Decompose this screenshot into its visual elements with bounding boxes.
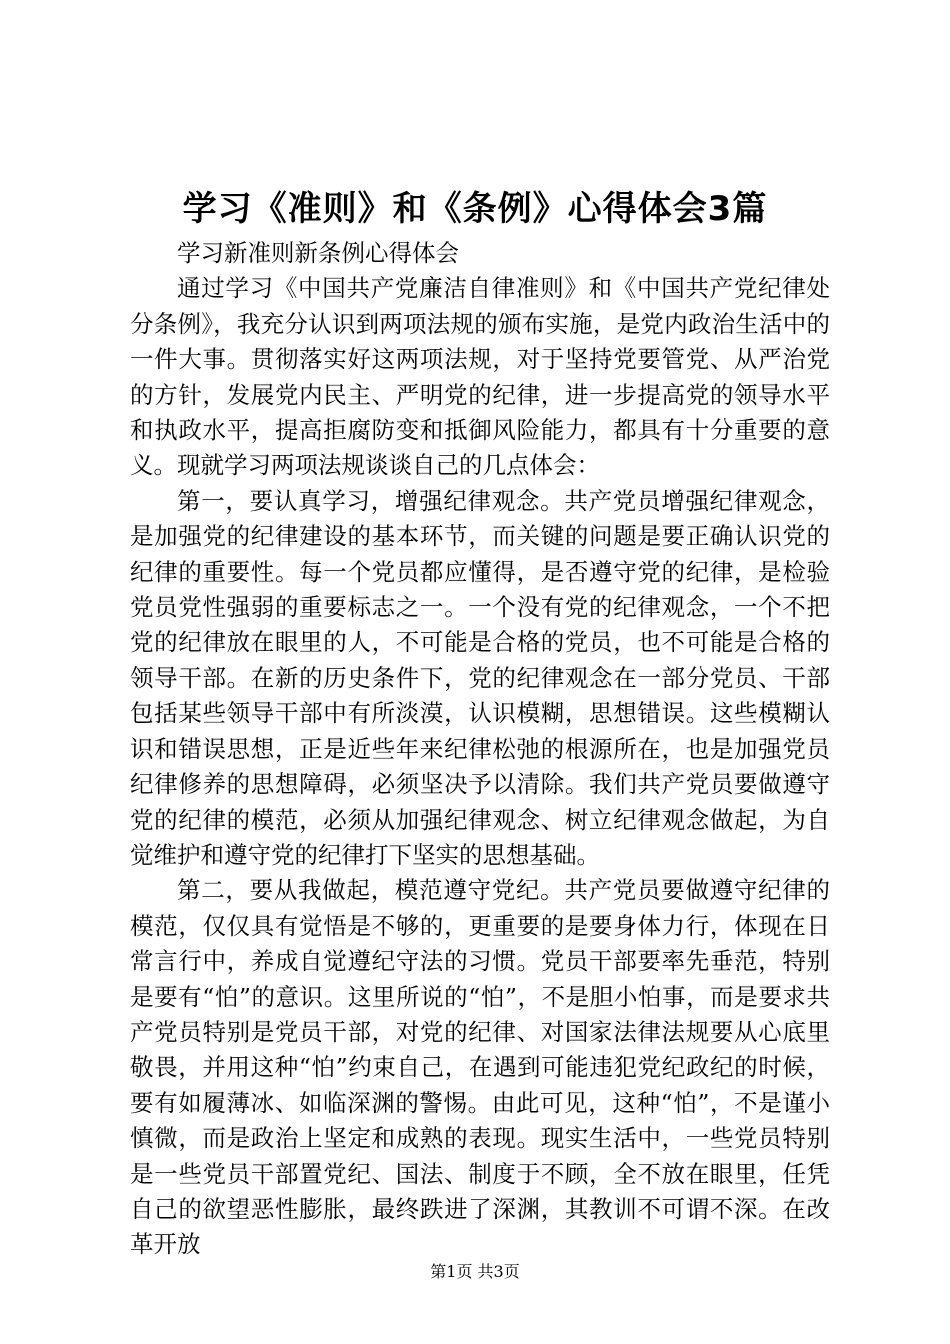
- document-body: [130, 236, 830, 1263]
- intro-paragraph: 通过学习《中国共产党廉洁自律准则》和《中国共产党纪律处分条例》，我充分认识到两项法规的颁布实施，是党内政治生活中的一件大事。贯彻落实好这两项法规，对于坚持党要管党、从严治党的方针，发展党内民主、严明党的纪律，进一步提高党的领导水平和执政水平，提高拒腐防变和抵御风险能力，都具有十分重要的意义。现就学习两项法规谈谈自己的几点体会：: [130, 274, 830, 480]
- first-point-paragraph: 第一，要认真学习，增强纪律观念。共产党员增强纪律观念，是加强党的纪律建设的基本环节，而关键的问题是要正确认识党的纪律的重要性。每一个党员都应懂得，是否遵守党的纪律，是检验党员党性强弱的重要标志之一。一个没有党的纪律观念，一个不把党的纪律放在眼里的人，不可能是合格的党员，也不可能是合格的领导干部。在新的历史条件下，党的纪律观念在一部分党员、干部包括某些领导干部中有所淡漠，认识模糊，思想错误。这些模糊认识和错误思想，正是近些年来纪律松弛的根源所在，也是加强党员纪律修养的思想障碍，必须坚决予以清除。我们共产党员要做遵守党的纪律的模范，必须从加强纪律观念、树立纪律观念做起，为自觉维护和遵守党的纪律打下坚实的思想基础。: [130, 486, 830, 869]
- subtitle-paragraph: 学习新准则新条例心得体会: [177, 239, 459, 267]
- second-point-paragraph: 第二，要从我做起，模范遵守党纪。共产党员要做遵守纪律的模范，仅仅具有觉悟是不够的，更重要的是要身体力行，体现在日常言行中，养成自觉遵纪守法的习惯。党员干部要率先垂范，特别是要有“怕”的意识。这里所说的“怕”，不是胆小怕事，而是要求共产党员特别是党员干部，对党的纪律、对国家法律法规要从心底里敬畏，并用这种“怕”约束自己，在遇到可能违犯党纪政纪的时候，要有如履薄冰、如临深渊的警惕。由此可见，这种“怕”，不是谨小慎微，而是政治上坚定和成熟的表现。现实生活中，一些党员特别是一些党员干部置党纪、国法、制度于不顾，全不放在眼里，任凭自己的欲望恶性膨胀，最终跌进了深渊，其教训不可谓不深。在改革开放: [130, 876, 830, 1259]
- document-title: 学习《准则》和《条例》心得体会3篇: [182, 189, 768, 229]
- page-footer: 第1页 共3页: [430, 1262, 520, 1281]
